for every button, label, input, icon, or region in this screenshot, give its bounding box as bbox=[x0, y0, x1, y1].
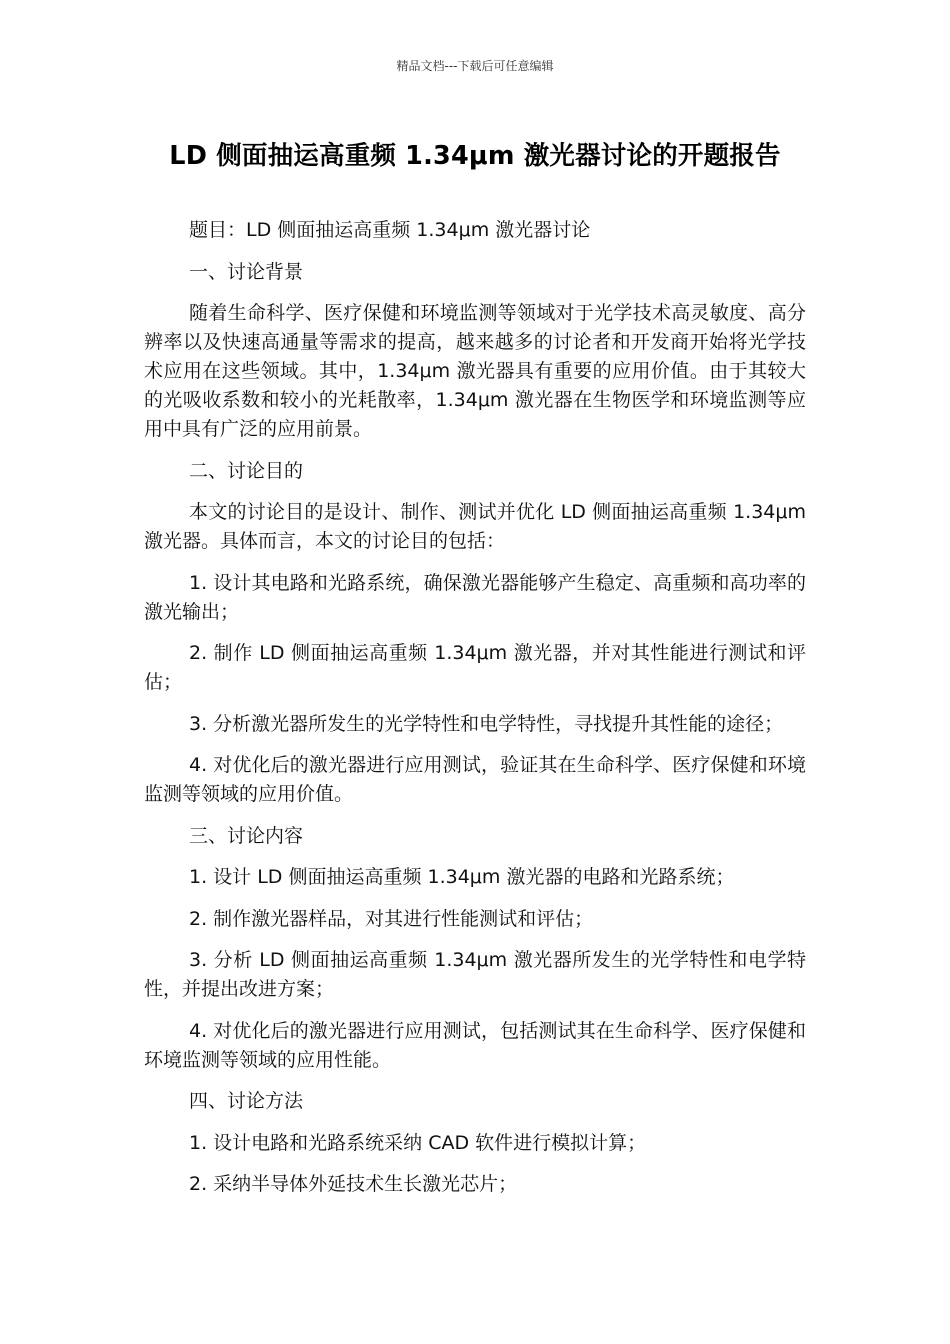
content-item-4: 4. 对优化后的激光器进行应用测试，包括测试其在生命科学、医疗保健和环境监测等领域的应用性能。 bbox=[144, 1019, 806, 1071]
content-item-1: 1. 设计 LD 侧面抽运高重频 1.34μm 激光器的电路和光路系统； bbox=[189, 866, 735, 888]
method-item-1: 1. 设计电路和光路系统采纳 CAD 软件进行模拟计算； bbox=[189, 1131, 647, 1154]
purpose-item-1: 1. 设计其电路和光路系统，确保激光器能够产生稳定、高重频和高功率的激光输出； bbox=[144, 571, 806, 623]
header-note: 精品文档---下载后可任意编辑 bbox=[396, 59, 554, 73]
purpose-paragraph: 本文的讨论目的是设计、制作、测试并优化 LD 侧面抽运高重频 1.34μm 激光器。具体而言，本文的讨论目的包括： bbox=[144, 501, 806, 552]
section-heading-content: 三、讨论内容 bbox=[189, 824, 304, 847]
content-item-2: 2. 制作激光器样品，对其进行性能测试和评估； bbox=[189, 907, 594, 930]
background-paragraph: 随着生命科学、医疗保健和环境监测等领域对于光学技术高灵敏度、高分辨率以及快速高通量等需求的提高，越来越多的讨论者和开发商开始将光学技术应用在这些领域。其中，1.34μm 激光器具有重要的应用价值。由于其较大的光吸收系数和较小的光耗散率，1.34μm 激光器在生物医学和环境监测等应用中具有广泛的应用前景。 bbox=[144, 302, 806, 440]
topic-line: 题目：LD 侧面抽运高重频 1.34μm 激光器讨论 bbox=[189, 219, 591, 241]
section-heading-method: 四、讨论方法 bbox=[189, 1090, 304, 1112]
content-item-3: 3. 分析 LD 侧面抽运高重频 1.34μm 激光器所发生的光学特性和电学特性，并提出改进方案； bbox=[144, 949, 806, 1000]
purpose-item-4: 4. 对优化后的激光器进行应用测试，验证其在生命科学、医疗保健和环境监测等领域的应用价值。 bbox=[144, 754, 806, 805]
method-item-2: 2. 采纳半导体外延技术生长激光芯片； bbox=[189, 1173, 518, 1195]
section-heading-background: 一、讨论背景 bbox=[189, 260, 304, 283]
section-heading-purpose: 二、讨论目的 bbox=[189, 459, 304, 482]
purpose-item-2: 2. 制作 LD 侧面抽运高重频 1.34μm 激光器，并对其性能进行测试和评估； bbox=[144, 642, 806, 693]
purpose-item-3: 3. 分析激光器所发生的光学特性和电学特性，寻找提升其性能的途径； bbox=[189, 712, 784, 735]
document-body bbox=[144, 216, 806, 1212]
document-title: LD 侧面抽运高重频 1.34μm 激光器讨论的开题报告 bbox=[169, 141, 781, 171]
